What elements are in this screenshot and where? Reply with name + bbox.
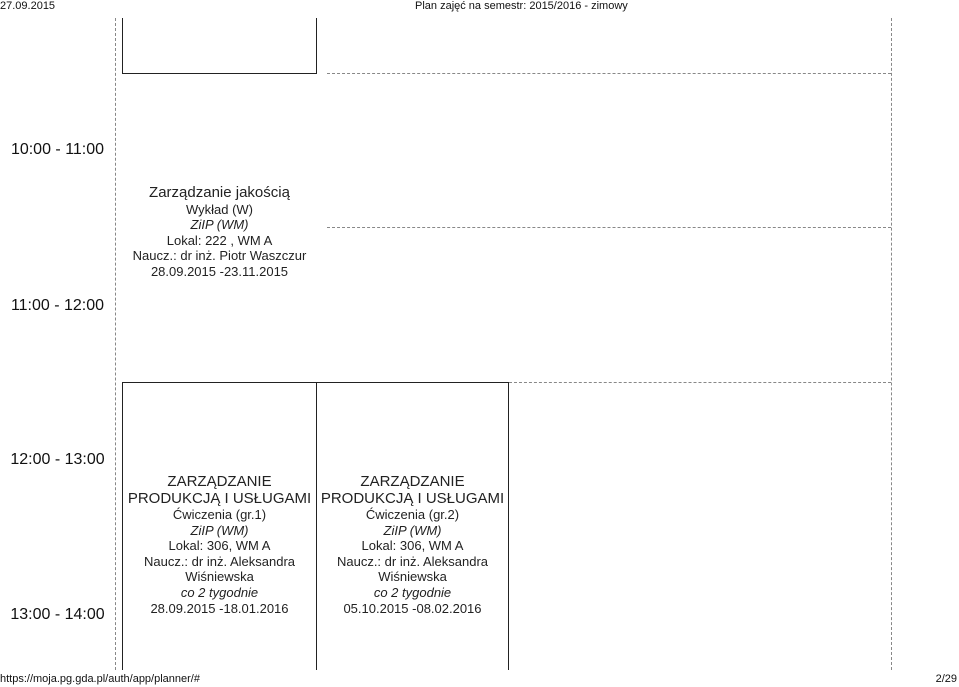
class-teacher <box>316 554 509 570</box>
print-date: 27.09.2015 <box>0 0 56 12</box>
page-title: Plan zajęć na semestr: 2015/2016 - zimowy <box>415 0 628 12</box>
class-room <box>316 538 509 554</box>
class-type: Ćwiczenia (gr.2) <box>365 507 460 522</box>
room-label: Lokal: <box>168 538 204 554</box>
class-frequency: co 2 tygodnie <box>373 584 452 600</box>
class-teacher <box>122 248 317 264</box>
class-title-line2: PRODUKCJĄ I USŁUGAMI <box>127 489 312 507</box>
room-value: 306, WM A <box>206 538 271 554</box>
class-dates: 05.10.2015 -08.02.2016 <box>343 600 482 616</box>
room-value: 222 , WM A <box>205 232 273 248</box>
class-group: ZiIP (WM) <box>383 522 442 538</box>
class-teacher-cont: Wiśniewska <box>378 569 447 585</box>
teacher-value: dr inż. Aleksandra <box>384 553 489 569</box>
teacher-value: dr inż. Piotr Waszczur <box>180 248 307 264</box>
class-title: Zarządzanie jakością <box>149 184 290 201</box>
time-slot-label: 12:00 - 13:00 <box>10 451 105 468</box>
time-slot-label: 13:00 - 14:00 <box>10 606 105 623</box>
teacher-label: Naucz.: <box>132 248 177 264</box>
room-label: Lokal: <box>166 232 202 248</box>
page-number: 2/29 <box>935 673 957 685</box>
class-dates: 28.09.2015 -23.11.2015 <box>150 263 289 279</box>
class-type: Ćwiczenia (gr.1) <box>172 507 267 522</box>
class-teacher <box>122 554 317 570</box>
time-slot-label: 10:00 - 11:00 <box>10 141 105 158</box>
teacher-label: Naucz.: <box>143 553 189 569</box>
room-label: Lokal: <box>361 538 397 554</box>
class-title-line1: ZARZĄDZANIE <box>167 473 272 490</box>
class-block[interactable] <box>122 185 317 279</box>
footer-url: https://moja.pg.gda.pl/auth/app/planner/# <box>0 673 200 685</box>
class-frequency: co 2 tygodnie <box>180 584 259 600</box>
class-room <box>122 233 317 249</box>
class-block[interactable] <box>316 474 509 616</box>
class-type: Wykład (W) <box>185 201 254 217</box>
room-value: 306, WM A <box>399 538 464 554</box>
teacher-label: Naucz.: <box>336 553 382 569</box>
class-room <box>122 538 317 554</box>
class-group: ZiIP (WM) <box>190 217 249 233</box>
class-dates: 28.09.2015 -18.01.2016 <box>150 600 289 616</box>
class-block[interactable] <box>122 474 317 616</box>
class-title-line1: ZARZĄDZANIE <box>360 473 465 490</box>
time-slot-label: 11:00 - 12:00 <box>10 297 105 314</box>
teacher-value: dr inż. Aleksandra <box>191 553 296 569</box>
class-title-line2: PRODUKCJĄ I USŁUGAMI <box>320 489 505 507</box>
class-teacher-cont: Wiśniewska <box>185 569 254 585</box>
class-group: ZiIP (WM) <box>190 522 249 538</box>
